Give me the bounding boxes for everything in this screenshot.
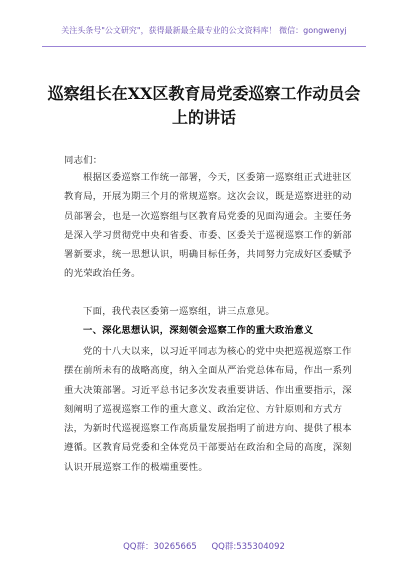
section-heading-1: 一、深化思想认识，深刻领会巡察工作的重大政治意义 — [83, 325, 314, 336]
greeting: 同志们： — [64, 155, 103, 166]
paragraph-1: 根据区委巡察工作统一部署，今天，区委第一巡察组正式进驻区教育局，开展为期三个月的常规巡察。这次会议，既是巡察进驻的动员部署会，也是一次巡察组与区教育局党委的见面沟通会。主要任务是深入学习贯彻党中央和省委、市委、区委关于巡视巡察工作的新部署新要求，统一思想认识，明确目标任务，共同努力完成好区委赋予的光荣政治任务。 — [64, 172, 352, 280]
header-banner: 关注头条号"公文研究"，获得最新最全最专业的公文资料库！ 微信：gongwenyj — [61, 26, 347, 35]
footer-qq-group-2: QQ群:535304092 — [211, 542, 285, 552]
paragraph-3: 党的十八大以来，以习近平同志为核心的党中央把巡视巡察工作摆在前所未有的战略高度，纳入全面从严治党总体布局，作出一系列重大决策部署。习近平总书记多次发表重要讲话、作出重要指示，深刻阐明了巡视巡察工作的重大意义、政治定位、方针原则和方式方法，为新时代巡视巡察工作高质量发展指明了前进方向、提供了根本遵循。区教育局党委和全体党员干部要站在政治和全局的高度，深刻认识开展巡察工作的极端重要性。 — [64, 346, 352, 473]
footer-qq-group-1: QQ群：30265665 — [123, 542, 197, 552]
document-title: 巡察组长在XX区教育局党委巡察工作动员会上的讲话 — [47, 84, 361, 127]
footer — [0, 540, 408, 552]
paragraph-2: 下面，我代表区委第一巡察组，讲三点意见。 — [83, 306, 275, 317]
header-divider — [42, 46, 366, 47]
